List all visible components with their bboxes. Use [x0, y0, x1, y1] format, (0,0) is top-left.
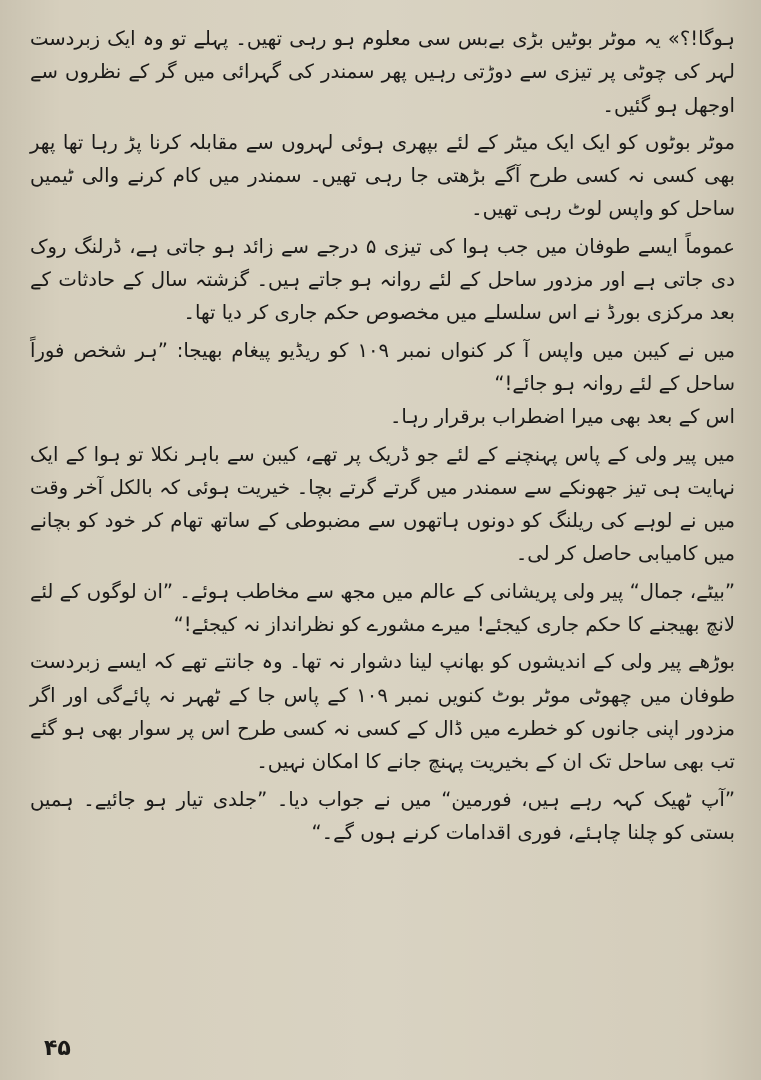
- paragraph-8: بوڑھے پیر ولی کے اندیشوں کو بھانپ لینا دشوار نہ تھا۔ وہ جانتے تھے کہ ایسے زبردست طوفان میں چھوٹی موٹر بوٹ کنویں نمبر ۱۰۹ کے پاس جا کے ٹھہر نہ پائےگی اور اگر مزدور اپنی جانوں کو خطرے میں ڈال کے کسی نہ کسی طرح اس پر سوار بھی ہو گئے تب بھی ساحل تک ان کے بخیریت پہنچ جانے کا امکان نہیں۔: [30, 650, 735, 774]
- paragraph-9: ”آپ ٹھیک کہہ رہے ہیں، فورمین“ میں نے جواب دیا۔ ”جلدی تیار ہو جائیے۔ ہمیں بستی کو چلنا چاہئے، فوری اقدامات کرنے ہوں گے۔“: [30, 787, 735, 844]
- page-number: ۴۵: [44, 1036, 71, 1061]
- paragraph-4: میں نے کیبن میں واپس آ کر کنواں نمبر ۱۰۹ کو ریڈیو پیغام بھیجا: ”ہر شخص فوراً ساحل کے لئے روانہ ہو جائے!“: [30, 338, 735, 395]
- paragraph-6: میں پیر ولی کے پاس پہنچنے کے لئے جو ڈریک پر تھے، کیبن سے باہر نکلا تو ہوا کے ایک نہایت ہی تیز جھونکے سے سمندر میں گرتے گرتے بچا۔ خیریت ہوئی کہ بالکل آخر وقت میں نے لوہے کی ریلنگ کو دونوں ہاتھوں سے مضبوطی کے ساتھ تھام کر خود کو بچانے میں کامیابی حاصل کر لی۔: [30, 442, 735, 566]
- paragraph-7: ”بیٹے، جمال“ پیر ولی پریشانی کے عالم میں مجھ سے مخاطب ہوئے۔ ”ان لوگوں کے لئے لانچ بھیجنے کا حکم جاری کیجئے! میرے مشورے کو نظرانداز نہ کیجئے!“: [30, 579, 735, 637]
- paragraph-2: موٹر بوٹوں کو ایک ایک میٹر کے لئے بپھری ہوئی لہروں سے مقابلہ کرنا پڑ رہا تھا پھر بھی کسی نہ کسی طرح آگے بڑھتی جا رہی تھیں۔ سمندر میں کام کرنے والی ٹیمیں ساحل کو واپس لوٹ رہی تھیں۔: [30, 130, 735, 221]
- paragraph-5: اس کے بعد بھی میرا اضطراب برقرار رہا۔: [389, 405, 735, 429]
- page-body-text: [30, 22, 735, 853]
- paragraph-3: عموماً ایسے طوفان میں جب ہوا کی تیزی ۵ درجے سے زائد ہو جاتی ہے، ڈرلنگ روک دی جاتی ہے اور مزدور ساحل کے لئے روانہ ہو جاتے ہیں۔ گزشتہ سال کے حادثات کے بعد مرکزی بورڈ نے اس سلسلے میں مخصوص حکم جاری کر دیا تھا۔: [30, 234, 735, 325]
- paragraph-1: ہوگا!؟» یہ موٹر بوٹیں بڑی بےبس سی معلوم ہو رہی تھیں۔ پہلے تو وہ ایک زبردست لہر کی چوٹی پر تیزی سے دوڑتی رہیں پھر سمندر کی گہرائی میں گر کے نظروں سے اوجھل ہو گئیں۔: [30, 27, 735, 117]
